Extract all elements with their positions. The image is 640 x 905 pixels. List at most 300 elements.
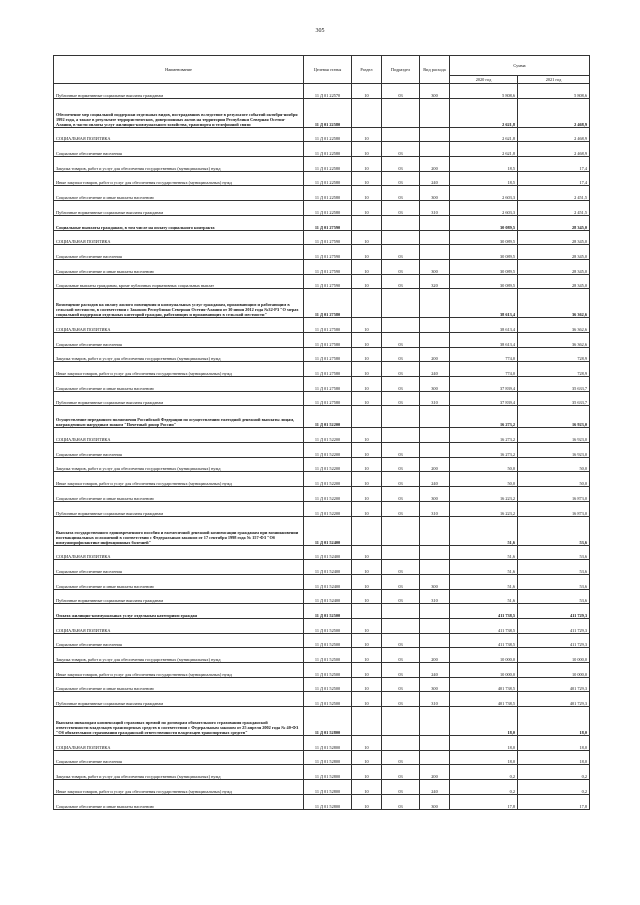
cell-section: 10 [352,618,382,633]
cell-name: Социальное обеспечение населения [54,332,304,347]
table-row [54,245,590,260]
cell-subsection: 03 [382,692,420,707]
cell-year2: 0,2 [518,780,590,795]
cell-expense-type [420,707,450,736]
cell-year1: 18,0 [450,707,518,736]
table-row [54,648,590,663]
cell-subsection: 03 [382,171,420,186]
cell-section [352,516,382,545]
cell-year1: 18,5 [450,157,518,172]
cell-code: 11 Д 01 27580 [304,391,352,406]
cell-name: Социальное обеспечение и иные выплаты населению [54,377,304,392]
cell-subsection [382,318,420,333]
cell-name: Иные закупки товаров, работ и услуг для обеспечения государственных (муниципальных) нужд [54,663,304,678]
cell-year2: 17,4 [518,157,590,172]
table-row [54,318,590,333]
cell-expense-type: 310 [420,391,450,406]
cell-name: СОЦИАЛЬНАЯ ПОЛИТИКА [54,318,304,333]
cell-section: 10 [352,692,382,707]
cell-subsection: 03 [382,201,420,216]
cell-code: 11 Д 01 52500 [304,648,352,663]
cell-section: 10 [352,186,382,201]
cell-subsection [382,545,420,560]
cell-code: 11 Д 01 52800 [304,780,352,795]
cell-year1: 51,6 [450,560,518,575]
cell-subsection [382,230,420,245]
cell-code: 11 Д 01 52200 [304,457,352,472]
cell-expense-type [420,443,450,458]
table-row [54,663,590,678]
cell-code: 11 Д 01 52800 [304,707,352,736]
cell-expense-type: 200 [420,347,450,362]
table-row [54,171,590,186]
cell-section: 10 [352,589,382,604]
table-row [54,84,590,99]
table-row [54,677,590,692]
cell-expense-type [420,428,450,443]
cell-year2: 401 729,3 [518,692,590,707]
cell-year1: 30 089,5 [450,274,518,289]
cell-subsection: 03 [382,259,420,274]
cell-year1: 774,0 [450,362,518,377]
cell-expense-type [420,142,450,157]
cell-name: Социальное обеспечение и иные выплаты населению [54,487,304,502]
table-row [54,487,590,502]
cell-year2: 728,9 [518,362,590,377]
cell-subsection: 03 [382,332,420,347]
cell-code: 11 Д 01 52400 [304,560,352,575]
cell-section: 10 [352,230,382,245]
table-row [54,692,590,707]
cell-section: 10 [352,84,382,99]
table-row [54,501,590,516]
cell-name: Закупка товаров, работ и услуг для обеспечения государственных (муниципальных) нужд [54,157,304,172]
cell-section: 10 [352,391,382,406]
cell-expense-type [420,318,450,333]
cell-code: 11 Д 01 27580 [304,347,352,362]
cell-subsection: 03 [382,84,420,99]
cell-subsection: 03 [382,347,420,362]
cell-section: 10 [352,201,382,216]
cell-year1: 18,5 [450,171,518,186]
cell-code: 11 Д 01 27580 [304,318,352,333]
cell-name: Социальное обеспечение и иные выплаты населению [54,677,304,692]
cell-year1: 10 000,0 [450,648,518,663]
cell-code: 11 Д 01 52500 [304,604,352,619]
cell-year2: 0,2 [518,765,590,780]
cell-year2: 728,9 [518,347,590,362]
cell-name: СОЦИАЛЬНАЯ ПОЛИТИКА [54,545,304,560]
cell-year1: 0,2 [450,765,518,780]
cell-section: 10 [352,127,382,142]
cell-subsection: 03 [382,633,420,648]
cell-year1: 17,8 [450,794,518,809]
cell-year2: 35 633,7 [518,377,590,392]
table-row [54,406,590,428]
cell-code: 11 Д 01 52200 [304,501,352,516]
table-row [54,391,590,406]
cell-section: 10 [352,428,382,443]
table-row [54,230,590,245]
cell-year2: 18,0 [518,750,590,765]
cell-year1: 16 273,2 [450,428,518,443]
cell-name: Социальное обеспечение населения [54,633,304,648]
cell-year1: 51,6 [450,589,518,604]
cell-section: 10 [352,171,382,186]
cell-subsection: 03 [382,157,420,172]
cell-year1: 2 603,3 [450,201,518,216]
cell-name: СОЦИАЛЬНАЯ ПОЛИТИКА [54,428,304,443]
cell-year2: 2 468,9 [518,142,590,157]
cell-subsection: 03 [382,472,420,487]
cell-year2: 28 345,0 [518,274,590,289]
cell-section: 10 [352,347,382,362]
cell-year2: 16 923,0 [518,428,590,443]
table-row [54,736,590,751]
cell-code: 11 Д 01 52500 [304,663,352,678]
cell-year2: 16 923,0 [518,443,590,458]
cell-expense-type [420,289,450,318]
cell-name: Закупка товаров, работ и услуг для обеспечения государственных (муниципальных) нужд [54,648,304,663]
cell-expense-type [420,736,450,751]
cell-section: 10 [352,750,382,765]
table-row [54,707,590,736]
cell-expense-type: 300 [420,574,450,589]
page-number: 305 [315,28,325,34]
cell-name: Социальное обеспечение населения [54,142,304,157]
cell-subsection: 03 [382,377,420,392]
cell-year1: 10 000,0 [450,663,518,678]
cell-section: 10 [352,677,382,692]
cell-subsection: 03 [382,750,420,765]
cell-year1: 774,0 [450,347,518,362]
table-row [54,794,590,809]
cell-year1: 2 621,8 [450,142,518,157]
cell-section: 10 [352,780,382,795]
cell-expense-type [420,406,450,428]
cell-expense-type [420,750,450,765]
cell-expense-type: 240 [420,780,450,795]
cell-name: Оплата жилищно-коммунальных услуг отдельным категориям граждан [54,604,304,619]
cell-year2: 28 345,0 [518,215,590,230]
cell-expense-type: 300 [420,84,450,99]
cell-year1: 411 738,5 [450,618,518,633]
cell-name: Закупка товаров, работ и услуг для обеспечения государственных (муниципальных) нужд [54,765,304,780]
cell-section [352,98,382,127]
cell-section: 10 [352,794,382,809]
cell-code: 11 Д 01 22580 [304,186,352,201]
cell-year2: 28 345,0 [518,230,590,245]
cell-subsection: 03 [382,274,420,289]
cell-subsection [382,428,420,443]
cell-code: 11 Д 01 52200 [304,428,352,443]
cell-expense-type [420,604,450,619]
cell-subsection [382,215,420,230]
cell-name: Осуществление переданного полномочия Российской Федерации по осуществлению ежегодной денежной выплаты лицам, награжденным нагрудным знаком "Почетный донор России" [54,406,304,428]
cell-name: СОЦИАЛЬНАЯ ПОЛИТИКА [54,618,304,633]
table-row [54,560,590,575]
table-row [54,377,590,392]
cell-code: 11 Д 01 22580 [304,142,352,157]
cell-section: 10 [352,736,382,751]
cell-year2: 53,6 [518,516,590,545]
cell-subsection [382,707,420,736]
cell-name: Социальное обеспечение населения [54,560,304,575]
cell-code: 11 Д 01 27590 [304,259,352,274]
cell-name: Выплата государственного единовременного пособия и ежемесячной денежной компенсации гражданам при возникновении поствакцинальных осложнений в соответствии с Федеральным законом от 17 сентября 1998 года № 157-ФЗ "Об иммунопрофилактике инфекционных болезней" [54,516,304,545]
cell-code: 11 Д 01 52500 [304,618,352,633]
cell-year2: 411 729,3 [518,618,590,633]
cell-subsection: 03 [382,794,420,809]
cell-year2: 10 000,0 [518,663,590,678]
cell-year1: 16 223,2 [450,487,518,502]
cell-expense-type: 200 [420,765,450,780]
cell-year1: 2 621,8 [450,98,518,127]
cell-section: 10 [352,377,382,392]
cell-name: Социальное обеспечение и иные выплаты населению [54,794,304,809]
cell-expense-type: 300 [420,377,450,392]
cell-subsection: 03 [382,574,420,589]
cell-section: 10 [352,332,382,347]
table-row [54,332,590,347]
cell-year1: 30 089,5 [450,215,518,230]
cell-subsection [382,98,420,127]
cell-year1: 51,6 [450,574,518,589]
cell-year2: 53,6 [518,589,590,604]
cell-section: 10 [352,443,382,458]
cell-code: 11 Д 01 27580 [304,332,352,347]
cell-subsection: 03 [382,589,420,604]
cell-subsection: 03 [382,391,420,406]
header-code: Целевая статья [304,56,352,84]
cell-section: 10 [352,318,382,333]
table-row [54,604,590,619]
cell-section: 10 [352,472,382,487]
cell-year2: 2 451,5 [518,201,590,216]
cell-name: Возмещение расходов на оплату жилого помещения и коммунальных услуг гражданам, проживающим и работающим в сельской местности, в соответствии с Законом Республики Северная Осетия-Алания от 30 июня 2012 года №32-РЗ "О мерах социальной поддержки отдельных категорий граждан, работающих и проживающих в сельской местности" [54,289,304,318]
cell-name: Иные закупки товаров, работ и услуг для обеспечения государственных (муниципальных) нужд [54,362,304,377]
cell-code: 11 Д 01 52500 [304,633,352,648]
table-row [54,633,590,648]
cell-year1: 30 089,5 [450,230,518,245]
cell-expense-type: 200 [420,457,450,472]
cell-section: 10 [352,259,382,274]
cell-year1: 38 613,4 [450,318,518,333]
cell-year1: 411 738,5 [450,633,518,648]
cell-year2: 17,4 [518,171,590,186]
cell-name: СОЦИАЛЬНАЯ ПОЛИТИКА [54,230,304,245]
cell-year1: 401 738,5 [450,677,518,692]
cell-subsection: 03 [382,677,420,692]
cell-year1: 38 613,4 [450,332,518,347]
cell-year2: 18,0 [518,707,590,736]
cell-code: 11 Д 01 22580 [304,201,352,216]
cell-subsection: 03 [382,457,420,472]
cell-section: 10 [352,501,382,516]
header-section: Раздел [352,56,382,84]
table-row [54,516,590,545]
cell-code: 11 Д 01 27590 [304,274,352,289]
cell-code: 11 Д 01 22580 [304,98,352,127]
cell-name: Публичные нормативные социальные выплаты гражданам [54,589,304,604]
cell-expense-type: 300 [420,794,450,809]
cell-code: 11 Д 01 27580 [304,362,352,377]
cell-code: 11 Д 01 27590 [304,230,352,245]
cell-expense-type: 240 [420,362,450,377]
cell-code: 11 Д 01 52200 [304,487,352,502]
cell-expense-type [420,98,450,127]
cell-code: 11 Д 01 52200 [304,472,352,487]
cell-code: 11 Д 01 22580 [304,157,352,172]
cell-name: Обеспечение мер социальной поддержки отдельных видов, пострадавших вследствие в результате событий октября-ноября 1992 года, а также в результате террористических, диверсионных актов на территории Республики Северная Осетия-Алания, в части оплаты услуг жилищно-коммунального хозяйства, транспорта и телефонной связи [54,98,304,127]
cell-name: Социальное обеспечение населения [54,443,304,458]
table-row [54,428,590,443]
cell-expense-type: 200 [420,157,450,172]
table-body [54,84,590,810]
header-sum: Сумма [450,56,590,76]
cell-section: 10 [352,574,382,589]
cell-year2: 10 000,0 [518,648,590,663]
cell-section: 10 [352,245,382,260]
cell-name: Закупка товаров, работ и услуг для обеспечения государственных (муниципальных) нужд [54,347,304,362]
cell-expense-type: 200 [420,648,450,663]
table-row [54,127,590,142]
cell-code: 11 Д 01 52400 [304,545,352,560]
cell-expense-type [420,215,450,230]
cell-section: 10 [352,560,382,575]
cell-year1: 30 089,5 [450,245,518,260]
cell-year1: 16 273,2 [450,406,518,428]
table-row [54,289,590,318]
cell-year2: 16 873,0 [518,501,590,516]
cell-subsection [382,516,420,545]
cell-code: 11 Д 01 27590 [304,245,352,260]
table-row [54,274,590,289]
cell-year2: 2 468,9 [518,98,590,127]
cell-year1: 30 089,5 [450,259,518,274]
cell-section: 10 [352,487,382,502]
cell-year1: 18,0 [450,750,518,765]
cell-name: Социальное обеспечение населения [54,245,304,260]
cell-expense-type [420,332,450,347]
cell-code: 11 Д 01 22570 [304,84,352,99]
cell-expense-type: 300 [420,487,450,502]
table-header [54,56,590,84]
cell-name: Социальные выплаты гражданам, кроме публичных нормативных социальных выплат [54,274,304,289]
cell-expense-type: 300 [420,186,450,201]
table-row [54,457,590,472]
cell-year2: 411 729,3 [518,604,590,619]
cell-year2: 50,0 [518,472,590,487]
cell-year2: 401 729,3 [518,677,590,692]
cell-year1: 51,6 [450,545,518,560]
cell-code: 11 Д 01 52400 [304,574,352,589]
cell-code: 11 Д 01 27580 [304,289,352,318]
cell-name: Публичные нормативные социальные выплаты гражданам [54,391,304,406]
cell-subsection [382,618,420,633]
table-row [54,142,590,157]
cell-code: 11 Д 01 52800 [304,794,352,809]
cell-year1: 0,2 [450,780,518,795]
cell-name: Закупка товаров, работ и услуг для обеспечения государственных (муниципальных) нужд [54,457,304,472]
cell-expense-type: 240 [420,663,450,678]
table-row [54,259,590,274]
cell-name: Публичные нормативные социальные выплаты гражданам [54,692,304,707]
cell-code: 11 Д 01 52200 [304,406,352,428]
cell-expense-type: 310 [420,589,450,604]
cell-section: 10 [352,274,382,289]
cell-subsection: 03 [382,443,420,458]
cell-expense-type [420,545,450,560]
cell-subsection: 03 [382,765,420,780]
cell-year2: 36 362,6 [518,332,590,347]
cell-year2: 16 873,0 [518,487,590,502]
table-row [54,443,590,458]
cell-expense-type [420,127,450,142]
cell-expense-type: 310 [420,692,450,707]
cell-year1: 38 613,4 [450,289,518,318]
cell-year1: 16 223,2 [450,501,518,516]
cell-year1: 16 273,2 [450,443,518,458]
cell-year2: 411 729,3 [518,633,590,648]
cell-subsection: 03 [382,186,420,201]
header-year1: 2020 год [450,76,518,84]
cell-year1: 18,0 [450,736,518,751]
cell-year2: 28 345,0 [518,259,590,274]
cell-code: 11 Д 01 52800 [304,736,352,751]
cell-year2: 36 362,6 [518,318,590,333]
cell-subsection: 03 [382,648,420,663]
header-expense-type: Вид расхода [420,56,450,84]
table-row [54,589,590,604]
cell-year2: 53,6 [518,545,590,560]
cell-subsection [382,406,420,428]
cell-year2: 16 923,0 [518,406,590,428]
cell-subsection [382,127,420,142]
header-subsection: Подраздел [382,56,420,84]
cell-year1: 50,0 [450,457,518,472]
cell-year2: 18,0 [518,736,590,751]
cell-name: Социальные выплаты гражданам, в том числе на оплату социального контракта [54,215,304,230]
cell-subsection: 03 [382,487,420,502]
cell-code: 11 Д 01 52800 [304,765,352,780]
table-row [54,618,590,633]
cell-section: 10 [352,633,382,648]
cell-expense-type: 300 [420,677,450,692]
cell-expense-type [420,245,450,260]
cell-code: 11 Д 01 22580 [304,127,352,142]
cell-year1: 5 808,6 [450,84,518,99]
cell-year1: 2 621,8 [450,127,518,142]
cell-expense-type [420,516,450,545]
cell-section: 10 [352,663,382,678]
cell-section: 10 [352,648,382,663]
cell-year2: 53,6 [518,560,590,575]
cell-subsection [382,604,420,619]
cell-section: 10 [352,362,382,377]
cell-section: 10 [352,765,382,780]
cell-code: 11 Д 01 27590 [304,215,352,230]
table-row [54,750,590,765]
budget-table [53,55,590,810]
table-row [54,574,590,589]
cell-name: Иные закупки товаров, работ и услуг для обеспечения государственных (муниципальных) нужд [54,171,304,186]
cell-subsection: 03 [382,501,420,516]
cell-code: 11 Д 01 27580 [304,377,352,392]
cell-year1: 37 839,4 [450,391,518,406]
cell-subsection: 03 [382,142,420,157]
cell-subsection: 03 [382,780,420,795]
